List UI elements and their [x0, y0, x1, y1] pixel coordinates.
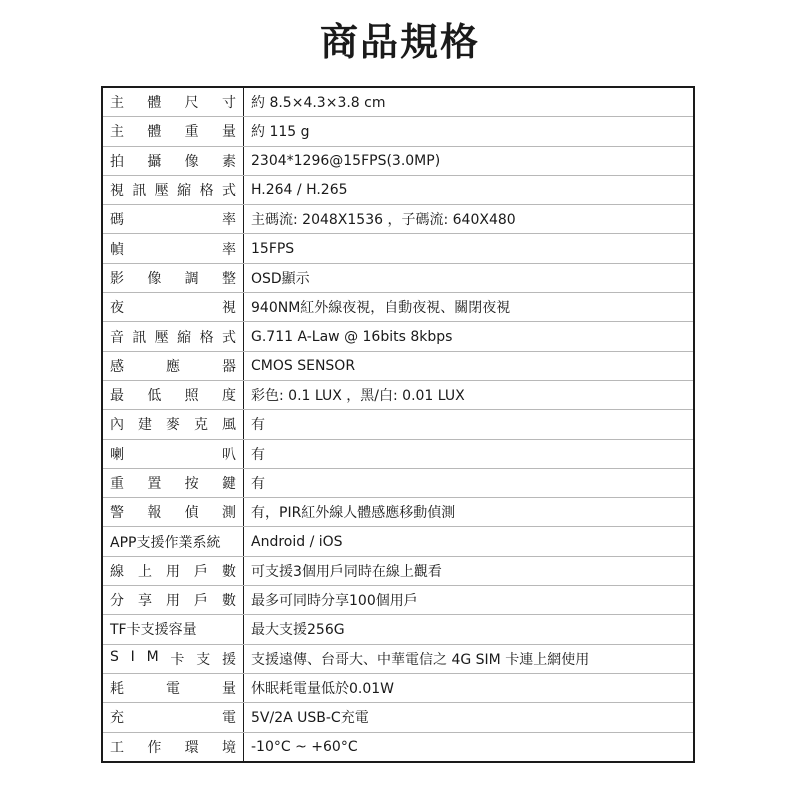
- spec-label: [102, 117, 244, 146]
- spec-label-text: 拍 攝 像 素: [110, 153, 236, 170]
- spec-value: CMOS SENSOR: [244, 351, 695, 380]
- spec-label: [102, 234, 244, 263]
- spec-label-text: 幀 率: [110, 241, 236, 258]
- spec-label-text: 視 訊 壓 縮 格 式: [110, 183, 236, 200]
- spec-value: Android / iOS: [244, 527, 695, 556]
- spec-row: [102, 322, 694, 351]
- spec-label-text: 主 體 重 量: [110, 124, 236, 141]
- spec-row: [102, 703, 694, 732]
- spec-label-text: 主 體 尺 寸: [110, 95, 236, 112]
- spec-label: [102, 263, 244, 292]
- spec-row: [102, 351, 694, 380]
- spec-label: [102, 146, 244, 175]
- spec-label-text: 警 報 偵 測: [110, 505, 236, 522]
- spec-label: [102, 322, 244, 351]
- spec-row: [102, 527, 694, 556]
- spec-label: [102, 87, 244, 117]
- spec-row: [102, 205, 694, 234]
- spec-label: [102, 410, 244, 439]
- spec-value: 有，PIR紅外線人體感應移動偵測: [244, 498, 695, 527]
- spec-value: 有: [244, 410, 695, 439]
- spec-label: [102, 527, 244, 556]
- spec-row: [102, 673, 694, 702]
- spec-row: [102, 468, 694, 497]
- spec-row: [102, 498, 694, 527]
- spec-label: [102, 468, 244, 497]
- spec-label-text: 充 電: [110, 710, 236, 727]
- spec-label-text: 影 像 調 整: [110, 270, 236, 287]
- page-title: 商品規格: [319, 20, 480, 64]
- spec-label: [102, 293, 244, 322]
- spec-value: 支援遠傳、台哥大、中華電信之 4G SIM 卡連上網使用: [244, 644, 695, 673]
- spec-label-text: TF卡支援容量: [110, 622, 197, 639]
- spec-label-text: 感 應 器: [110, 358, 236, 375]
- spec-label: [102, 703, 244, 732]
- spec-label: [102, 644, 244, 673]
- spec-row: [102, 263, 694, 292]
- spec-label: [102, 615, 244, 644]
- spec-label-text: 工 作 環 境: [110, 739, 236, 756]
- spec-value: H.264 / H.265: [244, 175, 695, 204]
- spec-label-text: 線 上 用 戶 數: [110, 563, 236, 580]
- spec-label: [102, 498, 244, 527]
- spec-label-text: APP支援作業系統: [110, 534, 221, 551]
- spec-label-text: 碼 率: [110, 212, 236, 229]
- spec-value: 940NM紅外線夜視，自動夜視、關閉夜視: [244, 293, 695, 322]
- spec-label: [102, 175, 244, 204]
- spec-value: G.711 A-Law @ 16bits 8kbps: [244, 322, 695, 351]
- spec-label: [102, 556, 244, 585]
- spec-row: [102, 380, 694, 409]
- spec-label-text: 喇 叭: [110, 446, 236, 463]
- spec-label: [102, 673, 244, 702]
- spec-value: -10°C ~ +60°C: [244, 732, 695, 762]
- spec-row: [102, 87, 694, 117]
- spec-row: [102, 615, 694, 644]
- spec-label-text: 夜 視: [110, 300, 236, 317]
- spec-label-text: 內 建 麥 克 風: [110, 417, 236, 434]
- spec-value: OSD顯示: [244, 263, 695, 292]
- spec-label: [102, 205, 244, 234]
- spec-table: [101, 86, 695, 763]
- spec-row: [102, 439, 694, 468]
- spec-label-text: 重 置 按 鍵: [110, 476, 236, 492]
- spec-table-body: [102, 87, 694, 762]
- spec-value: 約 8.5×4.3×3.8 cm: [244, 87, 695, 117]
- spec-row: [102, 234, 694, 263]
- spec-label-text: 音 訊 壓 縮 格 式: [110, 329, 236, 346]
- spec-row: [102, 586, 694, 615]
- spec-label: [102, 439, 244, 468]
- spec-value: 2304*1296@15FPS(3.0MP): [244, 146, 695, 175]
- spec-value: 休眠耗電量低於0.01W: [244, 673, 695, 702]
- spec-label: [102, 351, 244, 380]
- spec-row: [102, 410, 694, 439]
- spec-label: [102, 586, 244, 615]
- spec-value: 最大支援256G: [244, 615, 695, 644]
- spec-value: 有: [244, 439, 695, 468]
- spec-row: [102, 175, 694, 204]
- spec-value: 彩色: 0.1 LUX ，黑/白: 0.01 LUX: [244, 380, 695, 409]
- spec-row: [102, 293, 694, 322]
- spec-label: [102, 380, 244, 409]
- spec-value: 最多可同時分享100個用戶: [244, 586, 695, 615]
- spec-value: 約 115 g: [244, 117, 695, 146]
- spec-label-text: 耗 電 量: [110, 681, 236, 698]
- spec-label-text: 最 低 照 度: [110, 388, 236, 405]
- spec-row: [102, 117, 694, 146]
- spec-value: 主碼流: 2048X1536 ，子碼流: 640X480: [244, 205, 695, 234]
- spec-row: [102, 644, 694, 673]
- spec-value: 有: [244, 468, 695, 497]
- spec-label-text: 分 享 用 戶 數: [110, 593, 236, 610]
- spec-value: 可支援3個用戶同時在線上觀看: [244, 556, 695, 585]
- spec-label: [102, 732, 244, 762]
- spec-value: 15FPS: [244, 234, 695, 263]
- spec-row: [102, 732, 694, 762]
- spec-row: [102, 146, 694, 175]
- spec-row: [102, 556, 694, 585]
- spec-label-text: S I M 卡 支 援: [110, 648, 236, 668]
- spec-value: 5V/2A USB-C充電: [244, 703, 695, 732]
